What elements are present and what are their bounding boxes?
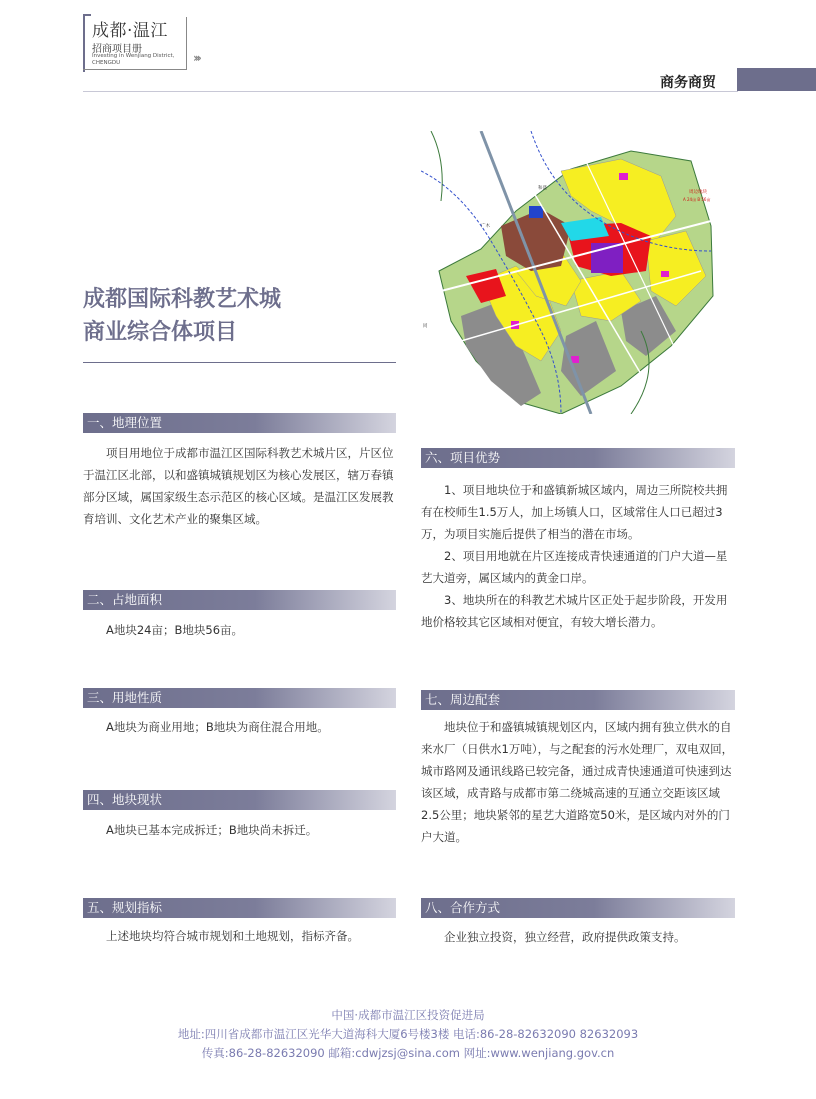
logo-english-line1: Investing in Wenjiang District, bbox=[92, 53, 175, 59]
section-text-indicators: 上述地块均符合城市规划和土地规划，指标齐备。 bbox=[106, 929, 359, 943]
advantage-2: 2、项目用地就在片区连接成青快速通道的门户大道—星艺大道旁，属区域内的黄金口岸。 bbox=[421, 549, 728, 585]
footer-contact: 传真:86-28-82632090 邮箱:cdwjzsj@sina.com 网址:www.wenjiang.gov.cn bbox=[201, 1046, 615, 1060]
logo-subtitle: 招商项目册 bbox=[92, 44, 142, 55]
section-header-cooperation: 八、合作方式 bbox=[421, 898, 735, 918]
logo-title: 成都·温江 bbox=[92, 21, 168, 41]
map-blue-area bbox=[529, 206, 543, 218]
advantage-3: 3、地块所在的科教艺术城片区正处于起步阶段，开发用地价格较其它区域相对便宜，有较大增长潜力。 bbox=[421, 593, 728, 629]
section-text-location: 项目用地位于成都市温江区国际科教艺术城片区，片区位于温江区北部，以和盛镇城镇规划区为核心发展区，辖万春镇部分区域，属国家级生态示范区的核心区域。是温江区发展教育培训、文化艺术产业的聚集区域。 bbox=[83, 446, 394, 526]
section-header-status: 四、地块现状 bbox=[83, 790, 396, 810]
logo-english-line2: CHENGDU bbox=[92, 60, 121, 66]
section-header-area: 二、占地面积 bbox=[83, 590, 396, 610]
map-label-hesheng: 和盛 bbox=[538, 186, 547, 191]
project-title bbox=[83, 283, 281, 349]
map-label-zhoubian: 周边地块 bbox=[689, 190, 707, 195]
logo-english bbox=[92, 53, 174, 67]
map-label-area: A 24亩 B 56亩 bbox=[683, 197, 711, 202]
section-header-indicators: 五、规划指标 bbox=[83, 898, 396, 918]
category-label: 商务商贸 bbox=[660, 75, 716, 91]
section-header-facilities: 七、周边配套 bbox=[421, 690, 735, 710]
section-header-location: 一、地理位置 bbox=[83, 413, 396, 433]
section-header-landuse: 三、用地性质 bbox=[83, 688, 396, 708]
advantage-1: 1、项目地块位于和盛镇新城区域内，周边三所院校共拥有在校师生1.5万人，加上场镇人口，区域常住人口已超过3万，为项目实施后提供了相当的潜在市场。 bbox=[421, 483, 728, 541]
section-text-advantages bbox=[421, 479, 737, 633]
title-rule bbox=[83, 362, 396, 363]
section-text-status: A地块已基本完成拆迁；B地块尚未拆迁。 bbox=[106, 823, 318, 837]
section-text-area: A地块24亩；B地块56亩。 bbox=[106, 623, 244, 637]
section-text-landuse: A地块为商业用地；B地块为商住混合用地。 bbox=[106, 720, 329, 734]
footer-address: 地址:四川省成都市温江区光华大道海科大厦6号楼3楼 电话:86-28-82632090 82632093 bbox=[177, 1027, 639, 1041]
section-text-facilities: 地块位于和盛镇城镇规划区内，区域内拥有独立供水的自来水厂（日供水1万吨），与之配套的污水处理厂，双电双回，城市路网及通讯线路已较完备，通过成青快速通道可快速到达该区域，成青路与成都市第二绕城高速的互通立交距该区域2.5公里；地块紧邻的星艺大道路宽50米，是区域内对外的门户大道。 bbox=[421, 720, 734, 844]
chevrons-icon: ››› bbox=[193, 51, 199, 65]
footer-org: 中国·成都市温江区投资促进局 bbox=[331, 1008, 485, 1022]
section-header-advantages: 六、项目优势 bbox=[421, 448, 735, 468]
section-text-cooperation: 企业独立投资，独立经营，政府提供政策支持。 bbox=[444, 930, 686, 944]
project-title-line1: 成都国际科教艺术城 bbox=[83, 287, 282, 312]
header-divider bbox=[83, 91, 738, 92]
category-bar bbox=[737, 68, 816, 91]
map-label-guangmu: 广木 bbox=[481, 224, 490, 229]
planning-map bbox=[421, 131, 716, 414]
map-label-tong: 同 bbox=[423, 324, 428, 329]
project-title-line2: 商业综合体项目 bbox=[83, 320, 238, 345]
